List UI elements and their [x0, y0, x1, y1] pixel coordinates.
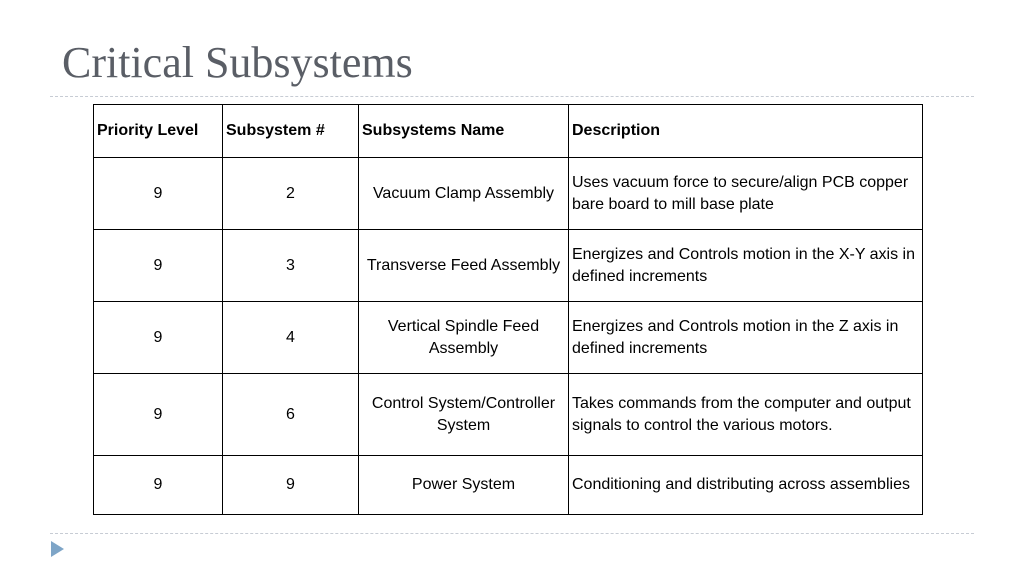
cell-name: Power System	[359, 456, 569, 515]
cell-name: Vertical Spindle Feed Assembly	[359, 302, 569, 374]
cell-priority: 9	[94, 456, 223, 515]
cell-priority: 9	[94, 302, 223, 374]
cell-name: Transverse Feed Assembly	[359, 230, 569, 302]
bottom-divider	[50, 533, 974, 534]
cell-description: Takes commands from the computer and output signals to control the various motors.	[569, 374, 923, 456]
slide-title: Critical Subsystems	[62, 38, 413, 87]
cell-description: Conditioning and distributing across assemblies	[569, 456, 923, 515]
cell-description: Energizes and Controls motion in the Z axis in defined increments	[569, 302, 923, 374]
cell-number: 3	[223, 230, 359, 302]
table-row	[94, 158, 923, 230]
table-row	[94, 456, 923, 515]
cell-number: 4	[223, 302, 359, 374]
cell-description: Uses vacuum force to secure/align PCB copper bare board to mill base plate	[569, 158, 923, 230]
subsystems-table	[93, 104, 923, 515]
cell-priority: 9	[94, 374, 223, 456]
cell-priority: 9	[94, 230, 223, 302]
cell-number: 2	[223, 158, 359, 230]
cell-number: 9	[223, 456, 359, 515]
header-description: Description	[569, 105, 923, 158]
header-priority-level: Priority Level	[94, 105, 223, 158]
play-triangle-icon	[51, 541, 64, 557]
cell-number: 6	[223, 374, 359, 456]
table-header-row	[94, 105, 923, 158]
header-subsystem-number: Subsystem #	[223, 105, 359, 158]
table-row	[94, 302, 923, 374]
header-subsystems-name: Subsystems Name	[359, 105, 569, 158]
cell-description: Energizes and Controls motion in the X-Y axis in defined increments	[569, 230, 923, 302]
cell-priority: 9	[94, 158, 223, 230]
table-row	[94, 374, 923, 456]
cell-name: Vacuum Clamp Assembly	[359, 158, 569, 230]
cell-name: Control System/Controller System	[359, 374, 569, 456]
top-divider	[50, 96, 974, 97]
table-row	[94, 230, 923, 302]
